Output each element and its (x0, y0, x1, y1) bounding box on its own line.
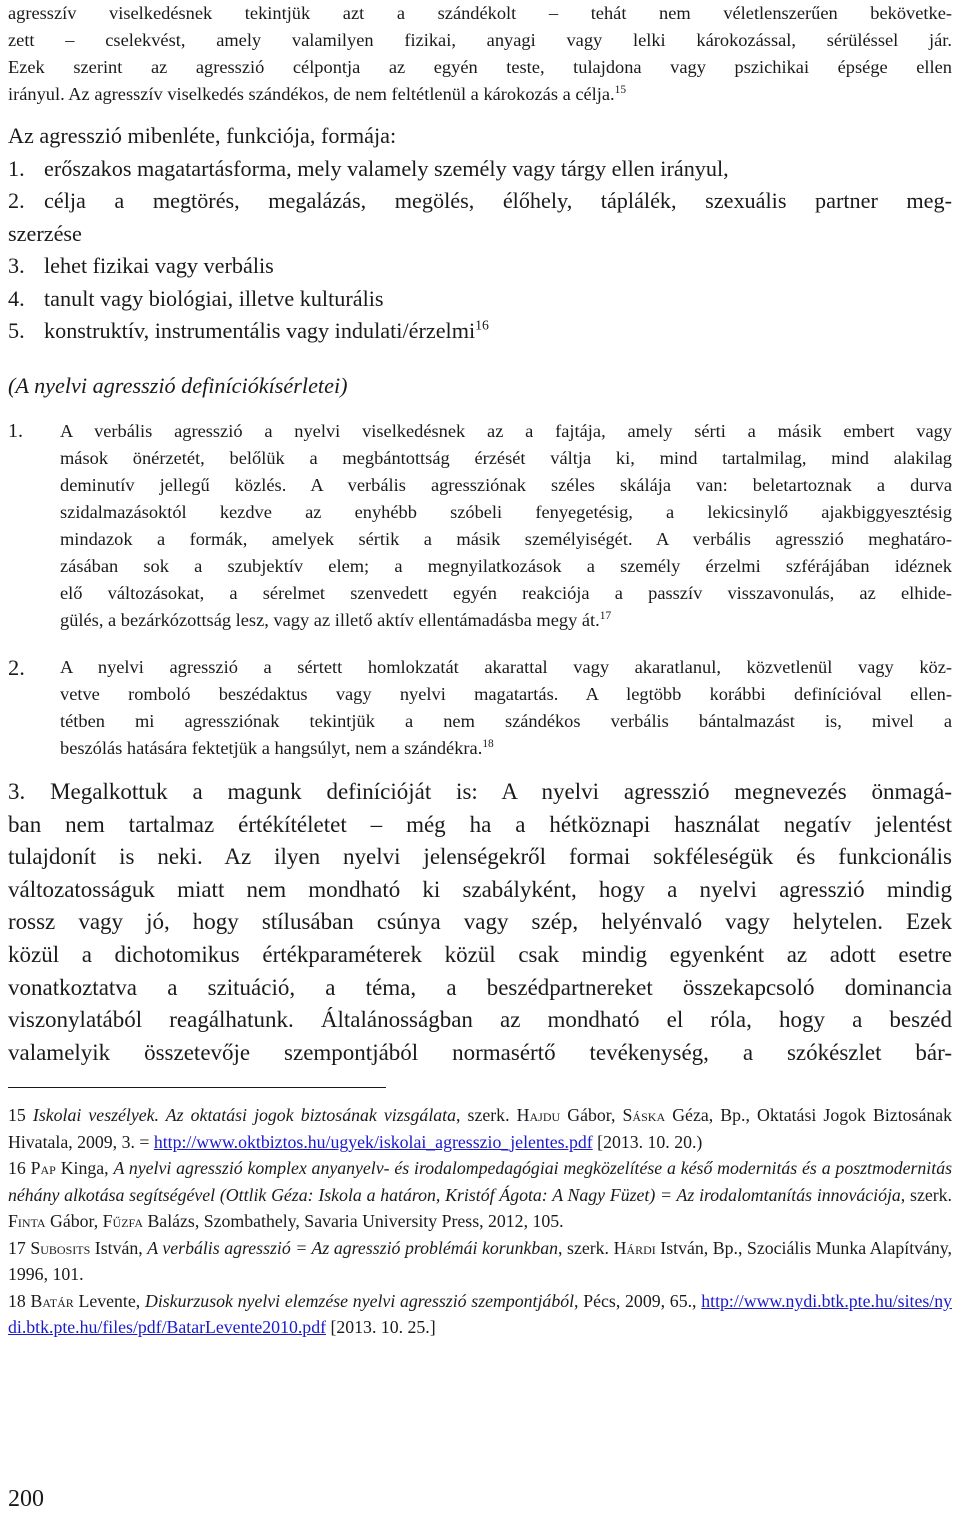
definition-line: rossz vagy jó, hogy stílusában csúnya vagy szép, helyénvaló vagy helytelen. Ezek (8, 909, 952, 935)
editor-name: Sáska (622, 1105, 666, 1126)
list-item (8, 283, 952, 316)
footnote-18 (8, 1288, 952, 1341)
definition-number: 1. (8, 420, 23, 442)
intro-line: Ezek szerint az agresszió célpontja az egyén teste, tulajdona vagy pszichikai épsége ellen (8, 57, 952, 77)
footnote-title: Iskolai veszélyek. Az oktatási jogok biztosának vizsgálata (32, 1105, 456, 1126)
footnote-text: Kinga, (55, 1158, 114, 1179)
definition-line: beszólás hatására fektetjük a hangsúlyt, nem a szándékra. (60, 738, 483, 758)
footnote-17 (8, 1235, 952, 1288)
footnote-number: 17 (8, 1237, 26, 1258)
footnote-15 (8, 1102, 952, 1155)
list-text: tanult vagy biológiai, illetve kulturális (44, 285, 384, 311)
footnote-text: [2013. 10. 20.) (592, 1131, 703, 1152)
definition-number: 2. (8, 655, 25, 680)
definition-line: A verbális agresszió a nyelvi viselkedésnek az a fajtája, amely sérti a másik embert vagy (60, 421, 952, 441)
section-block (8, 120, 952, 402)
footnote-number: 15 (8, 1105, 26, 1126)
list-text: erőszakos magatartásforma, mely valamely személy vagy tárgy ellen irányul, (44, 155, 729, 181)
list-item (8, 153, 952, 186)
footnote-text: István, Bp., Szociális Munka Alapítvány, 1996, 101. (8, 1237, 952, 1285)
definition-line: mindazok a formák, amelyek sértik a másik személyiségét. A verbális agresszió meghatáro- (60, 529, 952, 549)
footnote-text: [2013. 10. 25.] (326, 1317, 436, 1338)
intro-line: agresszív viselkedésnek tekintjük azt a szándékolt – tehát nem véletlenszerűen bekövetke- (8, 3, 952, 23)
footnote-text: , Pécs, 2009, 65., (574, 1290, 702, 1311)
list-item (8, 315, 952, 348)
list-text: célja a megtörés, megalázás, megölés, élőhely, táplálék, szexuális partner meg- (44, 188, 952, 213)
editor-name: Hárdi (613, 1237, 656, 1258)
footnote-text: , szerk. (558, 1237, 614, 1258)
footnote-text: István, (90, 1237, 148, 1258)
definition-line: 3. Megalkottuk a magunk definícióját is: A nyelvi agresszió megnevezés önmagá- (8, 779, 952, 804)
definition-line: tulajdonít is neki. Az ilyen nyelvi jelenségekről formai sokféleségük és funkcionális (8, 844, 952, 870)
definition-line: gülés, a bezárkózottság lesz, vagy az illető aktív ellentámadásba megy át. (60, 610, 600, 630)
footnote-link[interactable]: http://www.oktbiztos.hu/ugyek/iskolai_agresszio_jelentes.pdf (153, 1131, 593, 1152)
list-number: 4. (8, 285, 25, 311)
definition-line: mások önérzetét, belőlük a megbántottság érzését váltja ki, mind tartalmilag, mind alakilag (60, 448, 952, 468)
footnote-number: 18 (8, 1290, 26, 1311)
definition-line-last (60, 735, 952, 762)
definition-line: ban nem tartalmaz értékítéletet – még ha a hétköznapi használat negatív jelentést (8, 811, 952, 837)
definition-3 (8, 776, 952, 1069)
footnote-16 (8, 1155, 952, 1235)
list-number: 1. (8, 155, 25, 181)
list-item (8, 250, 952, 283)
author-name: Subosits (30, 1237, 91, 1258)
editor-name: Fűzfa (102, 1211, 143, 1232)
author-name: Pap (30, 1158, 56, 1179)
footnote-text: , szerk. (456, 1105, 517, 1126)
footnote-ref-17[interactable]: 17 (599, 609, 612, 622)
footnote-text: Levente, (73, 1290, 145, 1311)
intro-line: irányul. Az agresszív viselkedés szándékos, de nem feltétlenül a károkozás a célja. (8, 84, 615, 104)
definition-line: A nyelvi agresszió a sértett homlokzatát akarattal vagy akaratlanul, közvetlenül vagy köz- (60, 657, 952, 677)
list-text-wrap (8, 315, 952, 348)
author-name: Batár (30, 1290, 74, 1311)
definition-line: deminutív jellegű közlés. A verbális agressziónak széles skálája van: beletartoznak a durva (60, 475, 952, 495)
footnote-title: A verbális agresszió = Az agresszió problémái korunkban (147, 1237, 559, 1258)
editor-name: Finta (8, 1211, 46, 1232)
list-text-cont: szerzése (8, 220, 82, 246)
footnote-ref-18[interactable]: 18 (482, 737, 494, 750)
footnote-link[interactable]: http://www.nydi.btk.pte.hu/sites/nydi.btk.pte.hu/files/pdf/BatarLevente2010.pdf (8, 1290, 952, 1338)
footnote-text: , szerk. (900, 1184, 952, 1205)
definition-line: változatosságuk miatt nem mondható ki szabályként, hogy a nyelvi agresszió mindig (8, 876, 952, 902)
intro-line: zett – cselekvést, amely valamilyen fizikai, anyagi vagy lelki károkozással, sérüléssel jár. (8, 30, 952, 50)
definition-line: vonatkoztatva a szituáció, a téma, a beszédpartnereket összekapcsoló dominancia (8, 974, 952, 1000)
footnote-text: Balázs, Szombathely, Savaria University Press, 2012, 105. (143, 1211, 564, 1232)
definition-line: szidalmazásoktól kezdve az enyhébb szóbeli fenyegetésig, a lekicsinylő ajakbiggyesztésig (60, 502, 952, 522)
footnotes (8, 1102, 952, 1341)
intro-line-last (8, 81, 952, 108)
footnote-separator (8, 1087, 386, 1088)
list-text: konstruktív, instrumentális vagy indulati/érzelmi (44, 318, 476, 343)
footnote-title: Diskurzusok nyelvi elemzése nyelvi agresszió szempontjából (144, 1290, 575, 1311)
footnote-text: Gábor, (560, 1105, 623, 1126)
definition-line: vetve romboló beszédaktus vagy nyelvi magatartás. A legtöbb korábbi definícióval ellen- (60, 684, 952, 704)
definition-line-last (60, 607, 952, 634)
definition-line: viszonylatából reagálhatunk. Általánosságban az mondható el róla, hogy a beszéd (8, 1007, 952, 1033)
definition-2 (8, 654, 952, 762)
list-number: 5. (8, 318, 25, 343)
list-number: 3. (8, 253, 25, 278)
subheading: (A nyelvi agresszió definíciókísérletei) (8, 372, 348, 398)
definition-line: valamelyik összetevője szempontjából normasértő tevékenység, a szókészlet bár- (8, 1039, 952, 1065)
definition-line: közül a dichotomikus értékparaméterek közül csak mindig egyenként az adott esetre (8, 941, 952, 967)
footnote-title: A nyelvi agresszió komplex anyanyelv- és irodalompedagógiai megközelítése a késő modernitás és a posztmodernitás néhány alkotása segítségével (Ottlik Géza: Iskola a határon, Kristóf Ágota: A Nagy Füzet) = Az irodalomtanítás innovációja (8, 1158, 952, 1205)
definition-line: tétben mi agressziónak tekintjük a nem szándékos verbális bántalmazást is, mivel a (60, 711, 952, 731)
list-number: 2. (8, 188, 25, 213)
intro-paragraph (8, 0, 952, 108)
footnote-ref-15[interactable]: 15 (614, 83, 627, 96)
definition-line: zásában sok a szubjektív elem; a megnyilatkozások a személy érzelmi szférájában idéznek (60, 556, 952, 576)
page-number: 200 (8, 1486, 44, 1512)
document-page (8, 0, 952, 1341)
definition-line: elő változásokat, a sérelmet szenvedett egyén reakciója a passzív visszavonulás, az elhide- (60, 583, 952, 603)
definition-1 (8, 418, 952, 634)
editor-name: Hajdu (516, 1105, 561, 1126)
footnote-ref-16[interactable]: 16 (475, 317, 489, 333)
list-item (8, 185, 952, 250)
footnote-text: Gábor, (45, 1211, 103, 1232)
list-text: lehet fizikai vagy verbális (44, 253, 274, 278)
footnote-text: Géza, Bp., Oktatási Jogok Biztosának Hivatala, 2009, 3. = (8, 1105, 953, 1152)
section-heading: Az agresszió mibenléte, funkciója, formája: (8, 123, 397, 148)
footnote-number: 16 (8, 1158, 26, 1179)
